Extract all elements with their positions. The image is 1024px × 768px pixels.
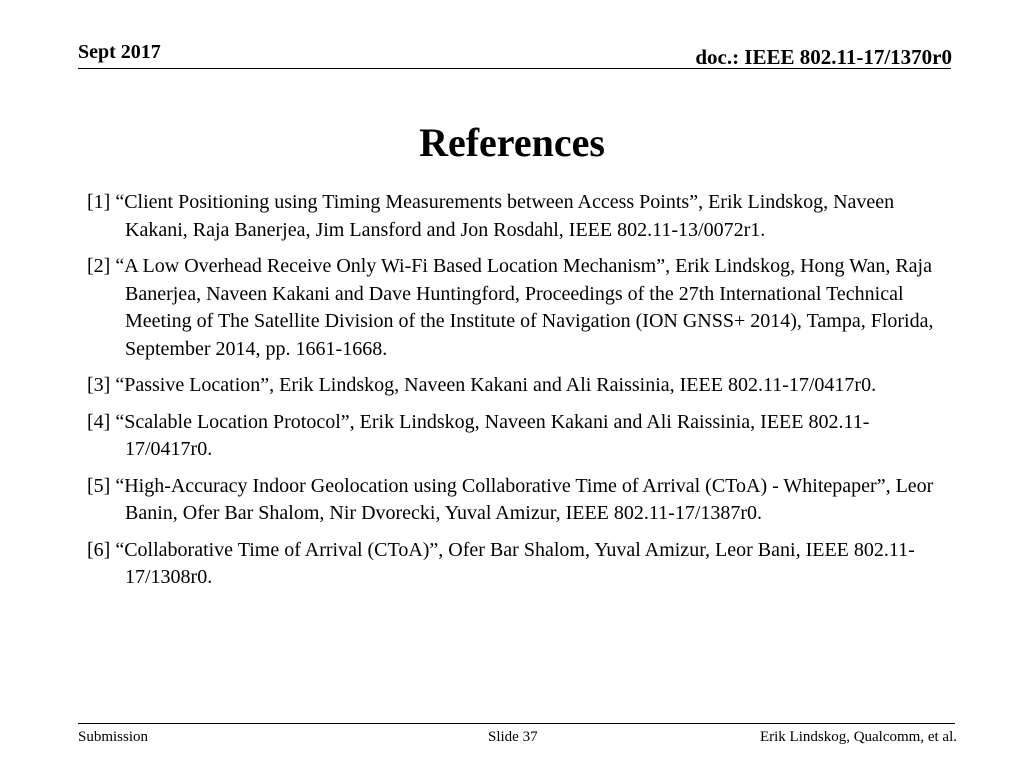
slide-title: References xyxy=(419,120,605,165)
reference-item-4: [4] “Scalable Location Protocol”, Erik Lindskog, Naveen Kakani and Ali Raissinia, IEEE 802.11-17/0417r0. xyxy=(87,410,870,460)
header-date: Sept 2017 xyxy=(78,41,161,63)
footer-authors: Erik Lindskog, Qualcomm, et al. xyxy=(759,729,957,745)
header-divider xyxy=(78,68,951,69)
reference-item-1: [1] “Client Positioning using Timing Measurements between Access Points”, Erik Lindskog, Naveen Kakani, Raja Banerjea, Jim Lansford and Jon Rosdahl, IEEE 802.11-13/0072r1. xyxy=(87,191,895,241)
reference-list xyxy=(87,189,947,601)
reference-item-2: [2] “A Low Overhead Receive Only Wi-Fi Based Location Mechanism”, Erik Lindskog, Hong Wan, Raja Banerjea, Naveen Kakani and Dave Huntingford, Proceedings of the 27th International Technical Meeting of The Satellite Division of the Institute of Navigation (ION GNSS+ 2014), Tampa, Florida, September 2014, pp. 1661-1668. xyxy=(87,255,934,360)
reference-item-3: [3] “Passive Location”, Erik Lindskog, Naveen Kakani and Ali Raissinia, IEEE 802.11-17/0417r0. xyxy=(87,374,877,396)
reference-item-5: [5] “High-Accuracy Indoor Geolocation using Collaborative Time of Arrival (CToA) - Whitepaper”, Leor Banin, Ofer Bar Shalom, Nir Dvorecki, Yuval Amizur, IEEE 802.11-17/1387r0. xyxy=(87,474,934,524)
header-doc-id: doc.: IEEE 802.11-17/1370r0 xyxy=(695,45,952,69)
footer-slide-number: Slide 37 xyxy=(488,729,538,745)
reference-item-6: [6] “Collaborative Time of Arrival (CToA)”, Ofer Bar Shalom, Yuval Amizur, Leor Bani, IEEE 802.11-17/1308r0. xyxy=(87,538,915,588)
footer-submission: Submission xyxy=(78,729,149,745)
footer-divider xyxy=(78,723,955,724)
